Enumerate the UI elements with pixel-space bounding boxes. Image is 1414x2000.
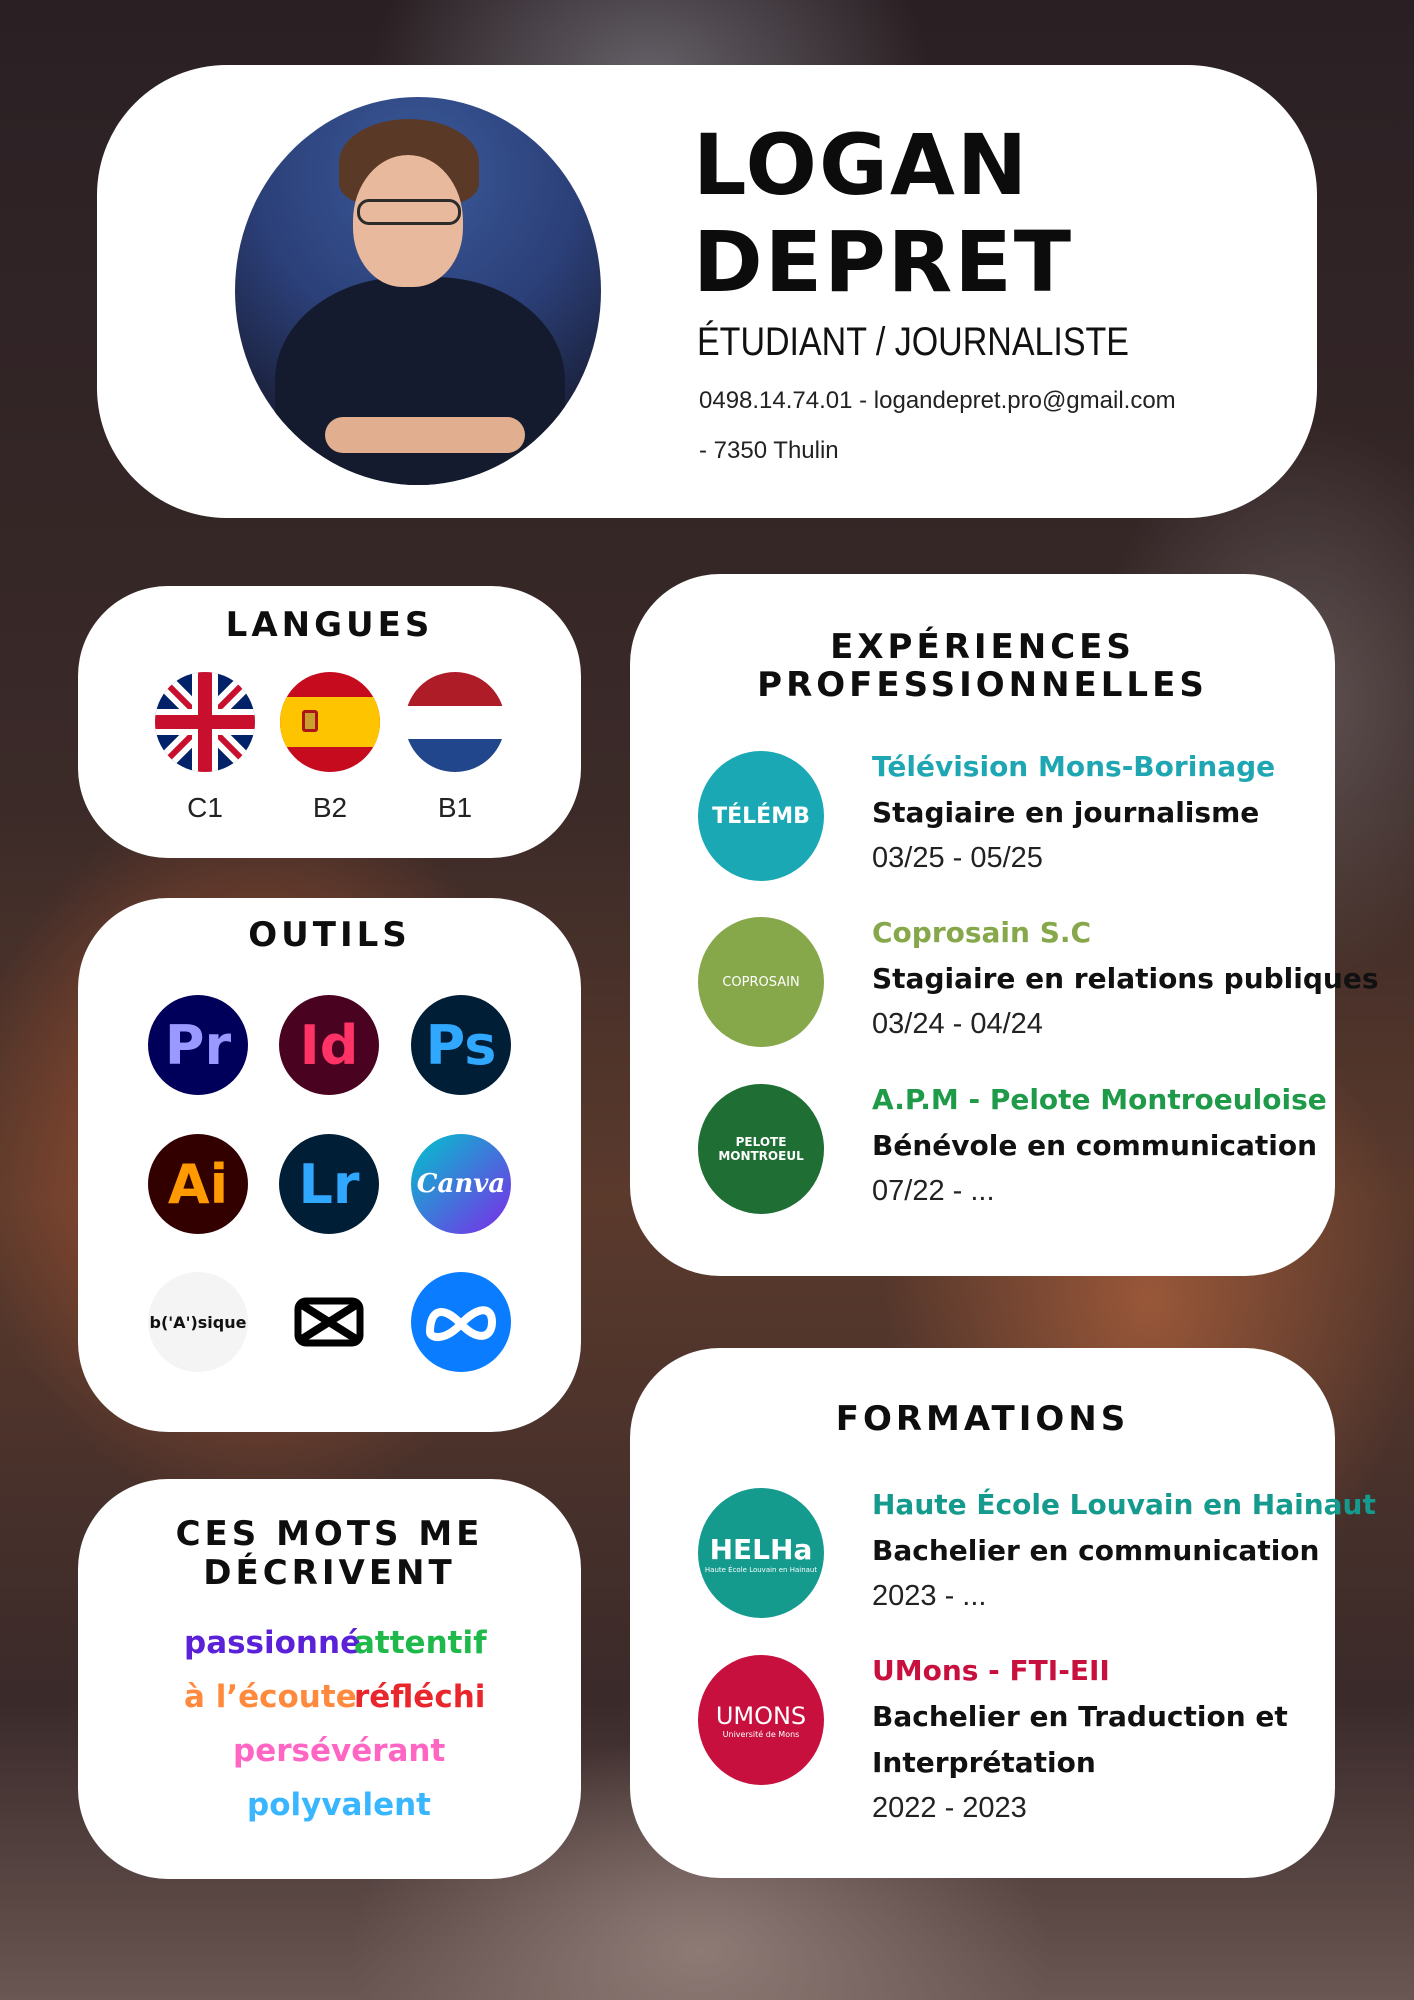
education-degree: Bachelier en communication [872, 1534, 1320, 1567]
telemb-logo-icon: TÉLÉMB [698, 751, 824, 881]
traits-title-line2: DÉCRIVENT [203, 1553, 456, 1593]
tools-card [78, 898, 581, 1432]
experience-org: Télévision Mons-Borinage [872, 750, 1276, 783]
education-card [630, 1348, 1376, 1878]
experience-dates: 07/22 - ... [872, 1175, 995, 1207]
indesign-icon: Id [279, 995, 379, 1095]
meta-icon [411, 1272, 511, 1372]
education-dates: 2022 - 2023 [872, 1792, 1027, 1824]
spain-flag-icon [280, 672, 380, 772]
education-degree-cont: Interprétation [872, 1746, 1096, 1779]
experience-dates: 03/25 - 05/25 [872, 842, 1043, 874]
premiere-pro-icon: Pr [148, 995, 248, 1095]
language-level: B1 [437, 792, 473, 823]
illustrator-icon: Ai [148, 1134, 248, 1234]
education-dates: 2023 - ... [872, 1580, 987, 1612]
trait-word: passionné [184, 1625, 362, 1661]
capcut-icon [279, 1272, 379, 1372]
contact-line[interactable]: 0498.14.74.01 - logandepret.pro@gmail.com [699, 387, 1176, 414]
experience-org: Coprosain S.C [872, 916, 1092, 949]
experience-role: Bénévole en communication [872, 1129, 1318, 1162]
pelote-montroeul-logo-icon: PELOTE MONTROEUL [698, 1084, 824, 1214]
experience-org: A.P.M - Pelote Montroeuloise [872, 1083, 1327, 1116]
trait-word: polyvalent [247, 1787, 431, 1823]
experience-role: Stagiaire en journalisme [872, 796, 1260, 829]
experience-title-line1: EXPÉRIENCES [830, 627, 1135, 667]
trait-word: réfléchi [354, 1679, 486, 1715]
language-level: B2 [312, 792, 348, 823]
traits-title-line1: CES MOTS ME [175, 1514, 484, 1554]
lightroom-icon: Lr [279, 1134, 379, 1234]
education-school: UMons - FTI-EII [872, 1654, 1110, 1687]
education-school: Haute École Louvain en Hainaut [872, 1488, 1376, 1521]
photoshop-icon: Ps [411, 995, 511, 1095]
trait-word: à l’écoute [184, 1679, 357, 1715]
tools-title: OUTILS [248, 915, 411, 955]
umons-logo-icon: UMONS Université de Mons [698, 1655, 824, 1785]
first-name: LOGAN [693, 116, 1030, 214]
last-name: DEPRET [693, 213, 1074, 311]
education-title: FORMATIONS [835, 1399, 1130, 1439]
basique-icon: b('A')sique [148, 1272, 248, 1372]
helha-logo-icon: HELHa Haute École Louvain en Hainaut [698, 1488, 824, 1618]
address-line: - 7350 Thulin [699, 437, 839, 464]
uk-flag-icon [155, 672, 255, 772]
coprosain-logo-icon: COPROSAIN [698, 917, 824, 1047]
experience-title-line2: PROFESSIONNELLES [757, 665, 1208, 705]
trait-word: persévérant [233, 1733, 446, 1769]
traits-card [78, 1479, 581, 1879]
experience-card [630, 574, 1379, 1276]
languages-card [78, 586, 581, 858]
languages-title: LANGUES [225, 605, 434, 645]
trait-word: attentif [354, 1625, 487, 1661]
experience-dates: 03/24 - 04/24 [872, 1008, 1043, 1040]
experience-role: Stagiaire en relations publiques [872, 962, 1379, 995]
education-degree: Bachelier en Traduction et [872, 1700, 1288, 1733]
header-card [97, 65, 1317, 518]
language-level: C1 [187, 792, 223, 823]
profile-photo [235, 97, 601, 485]
canva-icon: Canva [411, 1134, 511, 1234]
job-title: ÉTUDIANT / JOURNALISTE [697, 320, 1129, 364]
netherlands-flag-icon [405, 672, 505, 772]
